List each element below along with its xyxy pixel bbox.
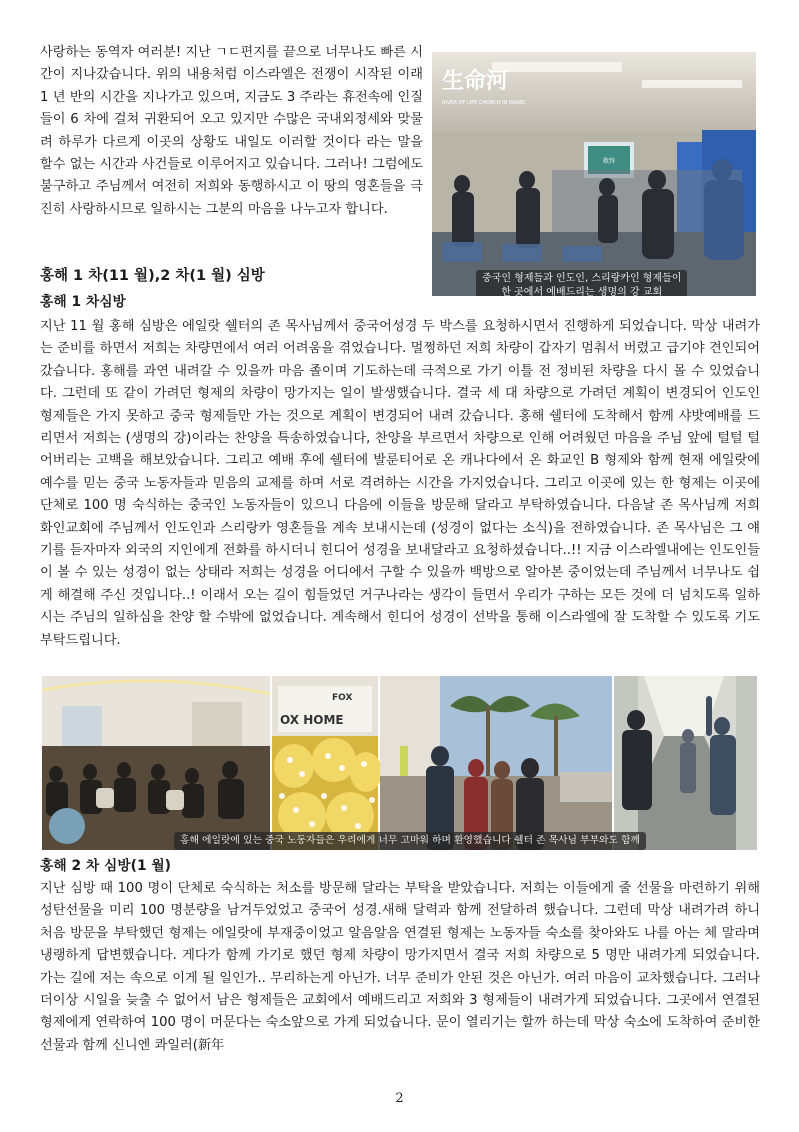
photo-strip bbox=[42, 676, 757, 850]
bag-text-1: FOX bbox=[332, 693, 353, 703]
section-1-body: 지난 11 월 홍해 심방은 에일랏 쉘터의 존 목사님께서 중국어성경 두 박스를 요청하시면서 진행하게 되었습니다. 막상 내려가는 준비를 하면서 저희는 차량면에서 여러 어려움을 겪었습니다. 멀쩡하던 저희 차량이 갑자기 멈춰서 버렸고 급기야 견인되어 갔습니다. 홍해를 과연 내려갈 수 있을까 마음 졸이며 기도하는데 극적으로 가기 이틀 전 정비된 차량을 다시 몰 수 있었습니다. 그런데 또 같이 가려던 형제의 차량이 망가지는 일이 발생했습니다. 결국 세 대 차량으로 가려던 계획이 변경되어 인도인 형제들은 가지 못하고 중국 형제들만 가는 것으로 계획이 변경되어 내려 갔습니다. 홍해 쉘터에 도착해서 함께 샤밧예배를 드리면서 저희는 (생명의 강)이라는 찬양을 특송하였습니다, 찬양을 부르면서 차량으로 인해 어려웠던 마음을 주님 앞에 털털 털어버리는 고백을 해보았습니다. 그리고 예배 후에 쉘터에 발룬티어로 온 캐나다에서 온 화교인 B 형제와 함께 현재 에일랏에 예수를 믿는 중국 노동자들과 믿음의 교제를 하며 서로 격려하는 시간을 가지었습니다. 그리고 이곳에 있는 한 형제는 이곳에 단체로 100 명 숙식하는 중국인 노동자들이 있으니 다음에 이들을 방문해 달라고 부탁하였습니다. 다음날 존 목사님께 저희 화인교회에 주님께서 인도인과 스리랑카 영혼들을 계속 보내시는데 (성경이 없다는 소식)을 전하였습니다. 존 목사님은 그 얘기를 듣자마자 외국의 지인에게 전화를 하시더니 힌디어 성경을 보내달라고 요청하셨습니다..!! 지금 이스라엘내에는 인도인들이 볼 수 있는 성경이 없는 상태라 저희는 성경을 어디에서 구할 수 있을까 백방으로 알아본 중이었는데 주님께서 너무나도 쉽게 해결해 주신 것입니다..! 이래서 오는 길이 힘들었던 거구나라는 생각이 들면서 우리가 구하는 모든 것에 더 넘치도록 일하시는 주님의 일하심을 찬양 할 수밖에 없었습니다. 계속해서 힌디어 성경이 선박을 통해 이스라엘에 잘 도착할 수 있도록 기도 부탁드립니다. bbox=[40, 319, 760, 648]
church-service-photo bbox=[432, 52, 756, 296]
church-logo-text: 生命河 bbox=[442, 68, 509, 94]
section-1-subtitle: 홍해 1 차심방 bbox=[40, 294, 126, 310]
church-service-illustration bbox=[432, 52, 756, 296]
photo-strip-illustration bbox=[42, 676, 757, 850]
page-number: 2 bbox=[395, 1091, 404, 1106]
group-outdoor-photo bbox=[380, 676, 612, 850]
intro-paragraph: 사랑하는 동역자 여러분! 지난 ㄱㄷ편지를 끝으로 너무나도 빠른 시간이 지나갔습니다. 위의 내용처럼 이스라엘은 전쟁이 시작된 이래 1 년 반의 시간을 지나가고 있으며, 지금도 3 주라는 휴전속에 인질들이 6 차에 걸쳐 귀환되어 오고 있지만 수많은 국내외정세와 맞물려 하루가 다르게 이곳의 상황도 내일도 이러할 것이다 라는 말을 할수 없는 시간과 사건들로 이루어지고 있습니다. 그러나! 그럼에도 불구하고 주님께서 여전히 저희와 동행하시고 이 땅의 영혼들을 극진히 사랑하시므로 일하시는 그분의 마음을 나누고자 합니다. bbox=[40, 45, 423, 217]
section-2-title: 홍해 2 차 심방(1 월) bbox=[40, 858, 171, 874]
section-2-body: 지난 심방 때 100 명이 단체로 숙식하는 처소를 방문해 달라는 부탁을 받았습니다. 저희는 이들에게 줄 선물을 마련하기 위해 성탄선물을 미리 100 명분량을 남겨두었었고 중국어 성경.새해 달력과 함께 전달하려 했습니다. 그런데 막상 내려가려 하니 처음 방문을 부탁했던 형제는 에일랏에 부재중이었고 알음알음 연결된 형제는 노동자들 숙소를 찾아와도 나를 아는 체 말라며 냉랭하게 답변했습니다. 게다가 함께 가기로 했던 형제 차량이 망가지면서 결국 저희 차량으로 5 명만 내려가게 되었습니다. 가는 길에 저는 속으로 이게 될 일인가.. 무리하는게 아닌가. 너무 준비가 안된 것은 아닌가. 여러 마음이 교차했습니다. 그러나 더이상 시일을 늦출 수 없어서 남은 형제들은 교회에서 예배드리고 저희와 3 형제들이 내려가게 되었습니다. 그곳에서 연결된 형제에게 연락하여 100 명이 머문다는 숙소앞으로 가게 되었습니다. 문이 열리기는 할까 하는데 막상 숙소에 도착하여 준비한 선물과 함께 신니엔 콰일러(新年 bbox=[40, 881, 760, 1053]
gift-bags-photo bbox=[272, 676, 382, 850]
caption-line-1: 중국인 형제들과 인도인, 스리랑카인 형제들이 bbox=[482, 273, 682, 284]
caption-line-2: 한 곳에서 예배드리는 생명의 강 교회 bbox=[501, 287, 663, 296]
church-photo-caption bbox=[476, 270, 687, 296]
corridor-photo bbox=[614, 676, 757, 850]
section-1-title: 홍해 1 차(11 월),2 차(1 월) 심방 bbox=[40, 268, 265, 284]
church-logo-subtext: RIVER OF LIFE CHURCH IN ISRAEL bbox=[442, 100, 526, 106]
projector-screen-text: 敬拜 bbox=[602, 158, 616, 165]
photo-strip-caption: 홍해 에일랏에 있는 중국 노동자들은 우리에게 너무 고마워 하며 환영했습니다 쉘터 존 목사님 부부와도 함께 bbox=[174, 832, 646, 850]
bag-text-2: OX HOME bbox=[280, 713, 344, 727]
courtyard-gathering-photo bbox=[42, 676, 270, 850]
